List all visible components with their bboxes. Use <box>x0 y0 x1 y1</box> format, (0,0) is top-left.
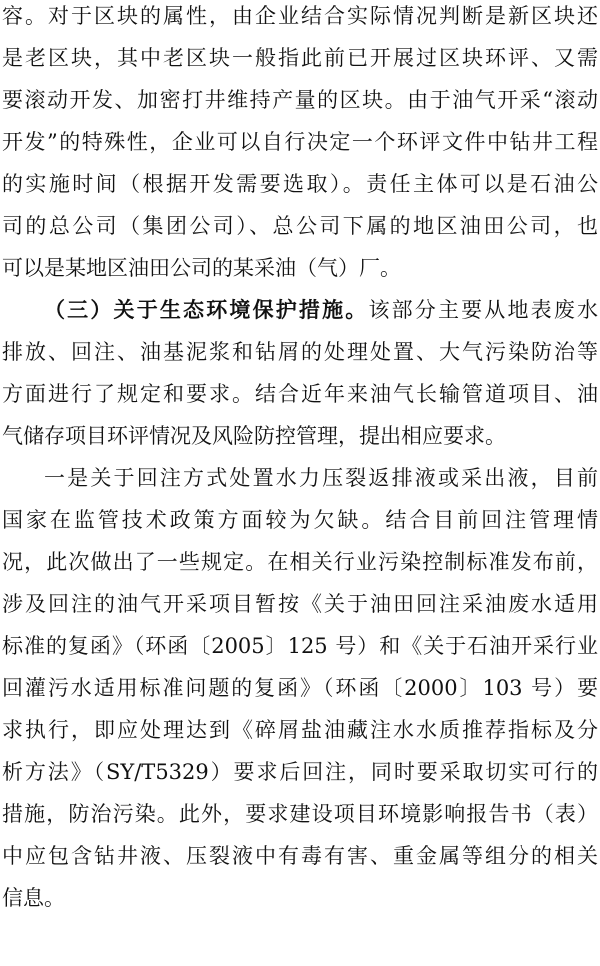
text-line: 司的总公司（集团公司）、总公司下属的地区油田公司，也 <box>2 214 598 238</box>
text-span: 该部分主要从地表废水 <box>368 298 599 322</box>
text-line: 标准的复函》（环函〔2005〕125 号）和《关于石油开采行业 <box>2 634 598 658</box>
text-line: 是老区块，其中老区块一般指此前已开展过区块环评、又需 <box>2 46 598 70</box>
text-line: 容。对于区块的属性，由企业结合实际情况判断是新区块还 <box>2 4 598 28</box>
section-heading: （三）关于生态环境保护措施。 <box>44 298 369 322</box>
text-line: 排放、回注、油基泥浆和钻屑的处理处置、大气污染防治等 <box>2 340 598 364</box>
text-line: 方面进行了规定和要求。结合近年来油气长输管道项目、油 <box>2 382 598 406</box>
text-line: 信息。 <box>2 886 65 910</box>
text-line: 中应包含钻井液、压裂液中有毒有害、重金属等组分的相关 <box>2 844 598 868</box>
text-line: 要滚动开发、加密打井维持产量的区块。由于油气开采“滚动 <box>2 88 598 112</box>
text-line: 措施，防治污染。此外，要求建设项目环境影响报告书（表） <box>2 802 598 826</box>
text-line: 涉及回注的油气开采项目暂按《关于油田回注采油废水适用 <box>2 592 598 616</box>
text-line: 求执行，即应处理达到《碎屑盐油藏注水水质推荐指标及分 <box>2 718 598 742</box>
text-line: 况，此次做出了一些规定。在相关行业污染控制标准发布前， <box>2 550 598 574</box>
text-line: 析方法》（SY/T5329）要求后回注，同时要采取切实可行的 <box>2 760 598 784</box>
text-line: 回灌污水适用标准问题的复函》（环函〔2000〕103 号）要 <box>2 676 598 700</box>
text-line: 气储存项目环评情况及风险防控管理，提出相应要求。 <box>2 424 506 448</box>
text-line: 的实施时间（根据开发需要选取）。责任主体可以是石油公 <box>2 172 598 196</box>
text-line: 一是关于回注方式处置水力压裂返排液或采出液，目前 <box>44 466 598 490</box>
text-line: 开发”的特殊性，企业可以自行决定一个环评文件中钻井工程 <box>2 130 598 154</box>
text-line: 可以是某地区油田公司的某采油（气）厂。 <box>2 256 401 280</box>
section-heading-line <box>0 294 600 326</box>
text-line: 国家在监管技术政策方面较为欠缺。结合目前回注管理情 <box>2 508 598 532</box>
